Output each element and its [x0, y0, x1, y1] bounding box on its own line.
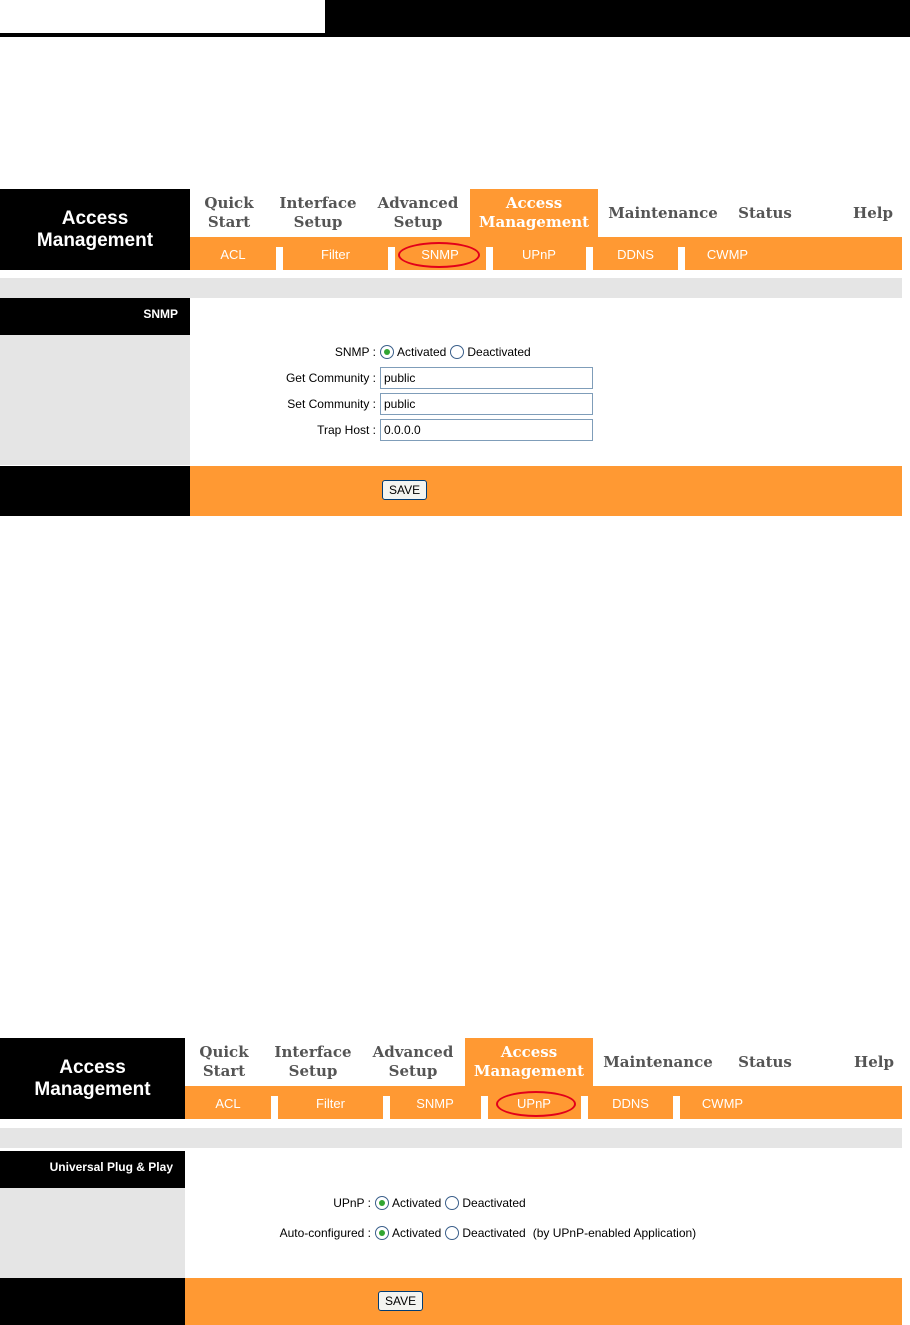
subnav-snmp[interactable]: SNMP — [416, 1096, 454, 1111]
document-header-bar — [0, 0, 910, 37]
set-community-row — [190, 392, 902, 416]
section-title: Universal Plug & Play — [0, 1151, 185, 1188]
subnav-separator — [673, 1096, 680, 1119]
highlight-circle — [496, 1091, 576, 1117]
router-header — [0, 1038, 902, 1119]
nav-maintenance[interactable]: Maintenance — [608, 203, 718, 222]
section-side — [0, 335, 190, 465]
upnp-form — [185, 1151, 902, 1278]
get-community-row — [190, 366, 902, 390]
subnav-separator — [276, 247, 283, 270]
snmp-form — [190, 298, 902, 465]
snmp-panel — [0, 189, 902, 516]
brand-title: Access Management — [0, 1038, 185, 1119]
subnav-ddns[interactable]: DDNS — [612, 1096, 649, 1111]
main-nav — [190, 189, 902, 237]
get-community-label: Get Community : — [285, 371, 376, 385]
nav-interface-setup[interactable]: Interface Setup — [274, 1043, 352, 1080]
nav-status[interactable]: Status — [738, 203, 792, 222]
save-button[interactable]: SAVE — [382, 480, 427, 500]
activated-label: Activated — [392, 1226, 442, 1240]
subnav-snmp[interactable]: SNMP — [421, 247, 459, 262]
autoconf-row — [185, 1221, 897, 1245]
nav-quick-start[interactable]: Quick Start — [199, 1043, 249, 1080]
trap-host-label: Trap Host : — [317, 423, 376, 437]
snmp-row — [190, 340, 902, 364]
snmp-activated-radio[interactable] — [380, 345, 394, 359]
section-title: SNMP — [0, 298, 190, 335]
section-spacer — [0, 1128, 902, 1148]
sub-nav — [185, 1086, 902, 1119]
nav-advanced-setup[interactable]: Advanced Setup — [377, 194, 459, 231]
snmp-deactivated-radio[interactable] — [450, 345, 464, 359]
section-side — [0, 1188, 185, 1278]
upnp-panel — [0, 1038, 902, 1325]
footer-side — [0, 466, 190, 516]
nav-status[interactable]: Status — [738, 1052, 792, 1071]
autoconf-activated-radio[interactable] — [375, 1226, 389, 1240]
subnav-cwmp[interactable]: CWMP — [701, 1096, 744, 1111]
subnav-upnp[interactable]: UPnP — [522, 247, 556, 262]
subnav-acl[interactable]: ACL — [215, 1096, 241, 1111]
subnav-separator — [481, 1096, 488, 1119]
subnav-filter[interactable]: Filter — [316, 1096, 345, 1111]
main-nav — [185, 1038, 902, 1086]
upnp-deactivated-radio[interactable] — [445, 1196, 459, 1210]
activated-label: Activated — [397, 345, 447, 359]
trap-host-input[interactable] — [380, 419, 593, 441]
footer-side — [0, 1278, 185, 1325]
subnav-acl[interactable]: ACL — [220, 247, 246, 262]
upnp-label: UPnP : — [333, 1196, 371, 1210]
subnav-separator — [586, 247, 593, 270]
footer-bar — [185, 1278, 902, 1325]
nav-help[interactable]: Help — [854, 1052, 894, 1071]
snmp-label: SNMP : — [334, 345, 376, 359]
section-spacer — [0, 278, 902, 298]
nav-interface-setup[interactable]: Interface Setup — [279, 194, 357, 231]
nav-help[interactable]: Help — [853, 203, 893, 222]
upnp-row — [185, 1191, 897, 1215]
set-community-label: Set Community : — [287, 397, 376, 411]
nav-advanced-setup[interactable]: Advanced Setup — [372, 1043, 454, 1080]
subnav-separator — [581, 1096, 588, 1119]
subnav-ddns[interactable]: DDNS — [617, 247, 654, 262]
deactivated-label: Deactivated — [462, 1196, 526, 1210]
activated-label: Activated — [392, 1196, 442, 1210]
nav-quick-start[interactable]: Quick Start — [204, 194, 254, 231]
nav-access-management[interactable]: Access Management — [470, 189, 598, 237]
subnav-separator — [678, 247, 685, 270]
subnav-upnp[interactable]: UPnP — [517, 1096, 551, 1111]
subnav-cwmp[interactable]: CWMP — [706, 247, 749, 262]
deactivated-label: Deactivated — [467, 345, 531, 359]
autoconf-note: (by UPnP-enabled Application) — [532, 1226, 697, 1240]
nav-access-management[interactable]: Access Management — [465, 1038, 593, 1086]
subnav-separator — [271, 1096, 278, 1119]
highlight-circle — [398, 242, 480, 268]
sub-nav — [190, 237, 902, 270]
subnav-separator — [486, 247, 493, 270]
get-community-input[interactable] — [380, 367, 593, 389]
save-button[interactable]: SAVE — [378, 1291, 423, 1311]
router-header — [0, 189, 902, 270]
subnav-filter[interactable]: Filter — [321, 247, 350, 262]
subnav-separator — [388, 247, 395, 270]
trap-host-row — [190, 418, 902, 442]
header-white-block — [0, 0, 325, 35]
set-community-input[interactable] — [380, 393, 593, 415]
footer-bar — [190, 466, 902, 516]
nav-maintenance[interactable]: Maintenance — [603, 1052, 713, 1071]
subnav-separator — [383, 1096, 390, 1119]
brand-title: Access Management — [0, 189, 190, 270]
deactivated-label: Deactivated — [462, 1226, 526, 1240]
autoconf-deactivated-radio[interactable] — [445, 1226, 459, 1240]
autoconf-label: Auto-configured : — [279, 1226, 371, 1240]
upnp-activated-radio[interactable] — [375, 1196, 389, 1210]
